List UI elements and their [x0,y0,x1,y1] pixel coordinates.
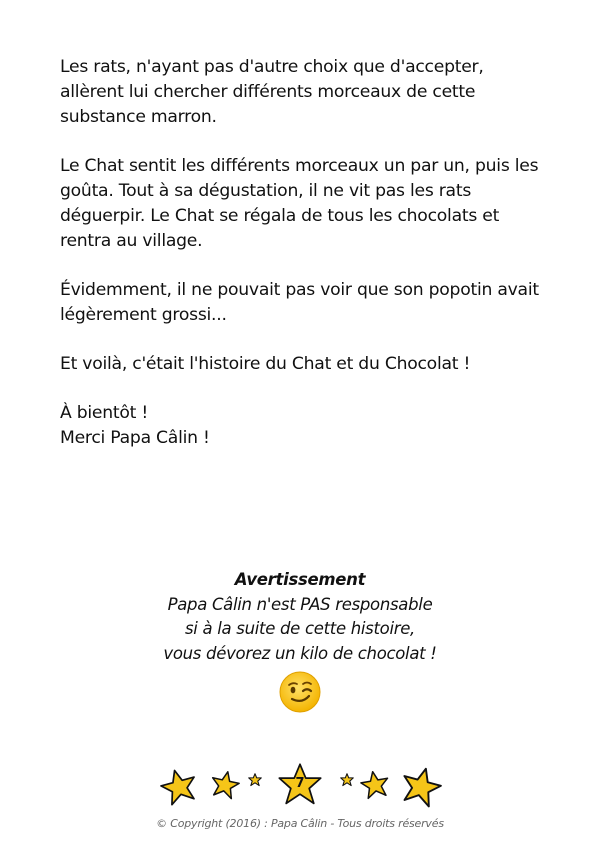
copyright-notice: © Copyright (2016) : Papa Câlin - Tous droits réservés [156,817,444,830]
text-line: déguerpir. Le Chat se régala de tous les chocolats et [60,206,500,226]
paragraph-2 [60,154,540,254]
text-line: Évidemment, il ne pouvait pas voir que son popotin avait [60,280,539,300]
paragraph-5 [60,401,540,451]
text-line: Les rats, n'ayant pas d'autre choix que d'accepter, [60,57,484,77]
star-icon [360,770,390,800]
page-number: 7 [295,776,305,791]
warning-notice [80,568,520,666]
paragraph-3 [60,278,540,328]
text-line: Le Chat sentit les différents morceaux un par un, puis les [60,156,539,176]
star-icon [248,773,262,787]
notice-line: vous dévorez un kilo de chocolat ! [163,643,437,663]
star-icon [400,766,442,808]
text-line: substance marron. [60,107,217,127]
star-icon [160,768,198,806]
story-text [60,55,540,475]
text-line: Merci Papa Câlin ! [60,428,210,448]
paragraph-1 [60,55,540,130]
notice-title: Avertissement [234,570,366,589]
text-line: goûta. Tout à sa dégustation, il ne vit pas les rats [60,181,472,201]
page-number-stars [150,760,450,810]
star-icon [210,770,240,800]
paragraph-4 [60,352,540,377]
notice-line: si à la suite de cette histoire, [184,619,416,638]
notice-line: Papa Câlin n'est PAS responsable [167,594,433,614]
text-line: légèrement grossi... [60,305,227,325]
text-line: Et voilà, c'était l'histoire du Chat et du Chocolat ! [60,354,471,374]
text-line: À bientôt ! [60,403,148,423]
text-line: allèrent lui chercher différents morceaux de cette [60,82,476,102]
winking-face-icon [278,670,322,714]
text-line: rentra au village. [60,231,203,251]
star-icon [340,773,354,787]
